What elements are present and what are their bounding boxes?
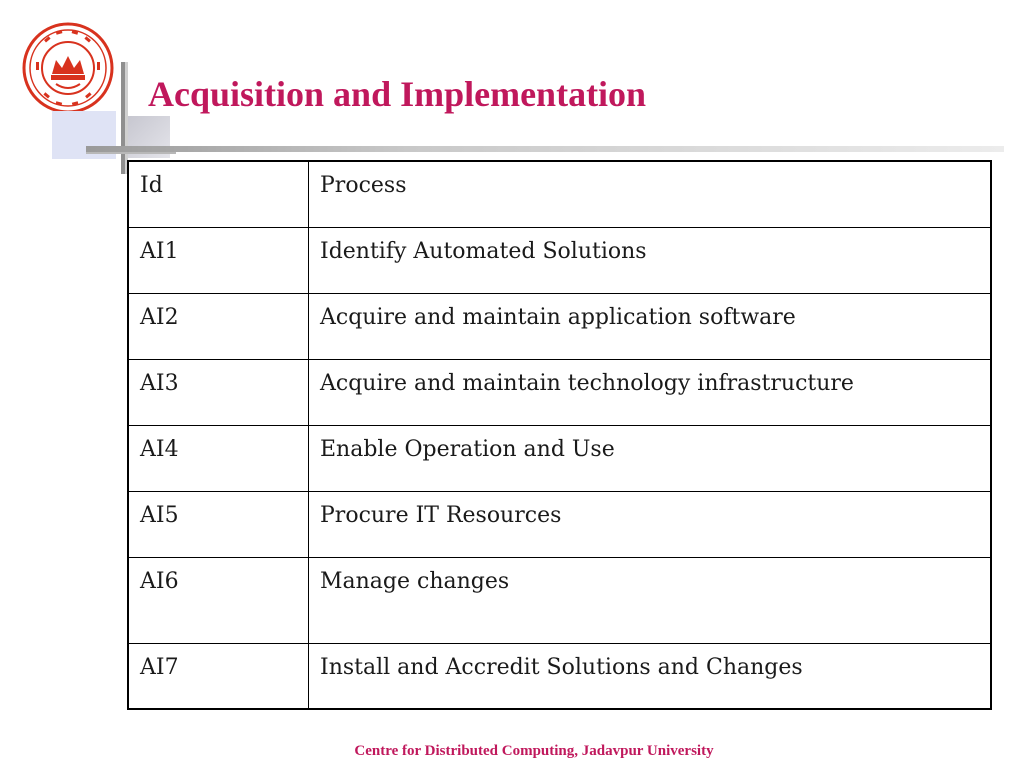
table-row [128,491,991,557]
row-process: Manage changes [309,557,992,643]
row-process: Enable Operation and Use [309,425,992,491]
header-id: Id [128,161,309,227]
table-header-row [128,161,991,227]
row-id: AI4 [128,425,309,491]
row-id: AI1 [128,227,309,293]
row-id: AI5 [128,491,309,557]
university-seal-icon [22,22,114,114]
decorative-horizontal-rule [86,146,1004,152]
row-process: Identify Automated Solutions [309,227,992,293]
table-row [128,359,991,425]
row-id: AI6 [128,557,309,643]
table-row [128,425,991,491]
row-process: Procure IT Resources [309,491,992,557]
header-process: Process [309,161,992,227]
decorative-horizontal-accent [86,152,176,154]
row-id: AI2 [128,293,309,359]
table-row [128,643,991,709]
row-id: AI7 [128,643,309,709]
table-row [128,227,991,293]
row-id: AI3 [128,359,309,425]
table-row [128,557,991,643]
process-table [127,160,992,710]
row-process: Install and Accredit Solutions and Changes [309,643,992,709]
slide-footer: Centre for Distributed Computing, Jadavpur University [354,743,714,759]
slide-title: Acquisition and Implementation [148,74,647,114]
row-process: Acquire and maintain application software [309,293,992,359]
row-process: Acquire and maintain technology infrastructure [309,359,992,425]
table-row [128,293,991,359]
